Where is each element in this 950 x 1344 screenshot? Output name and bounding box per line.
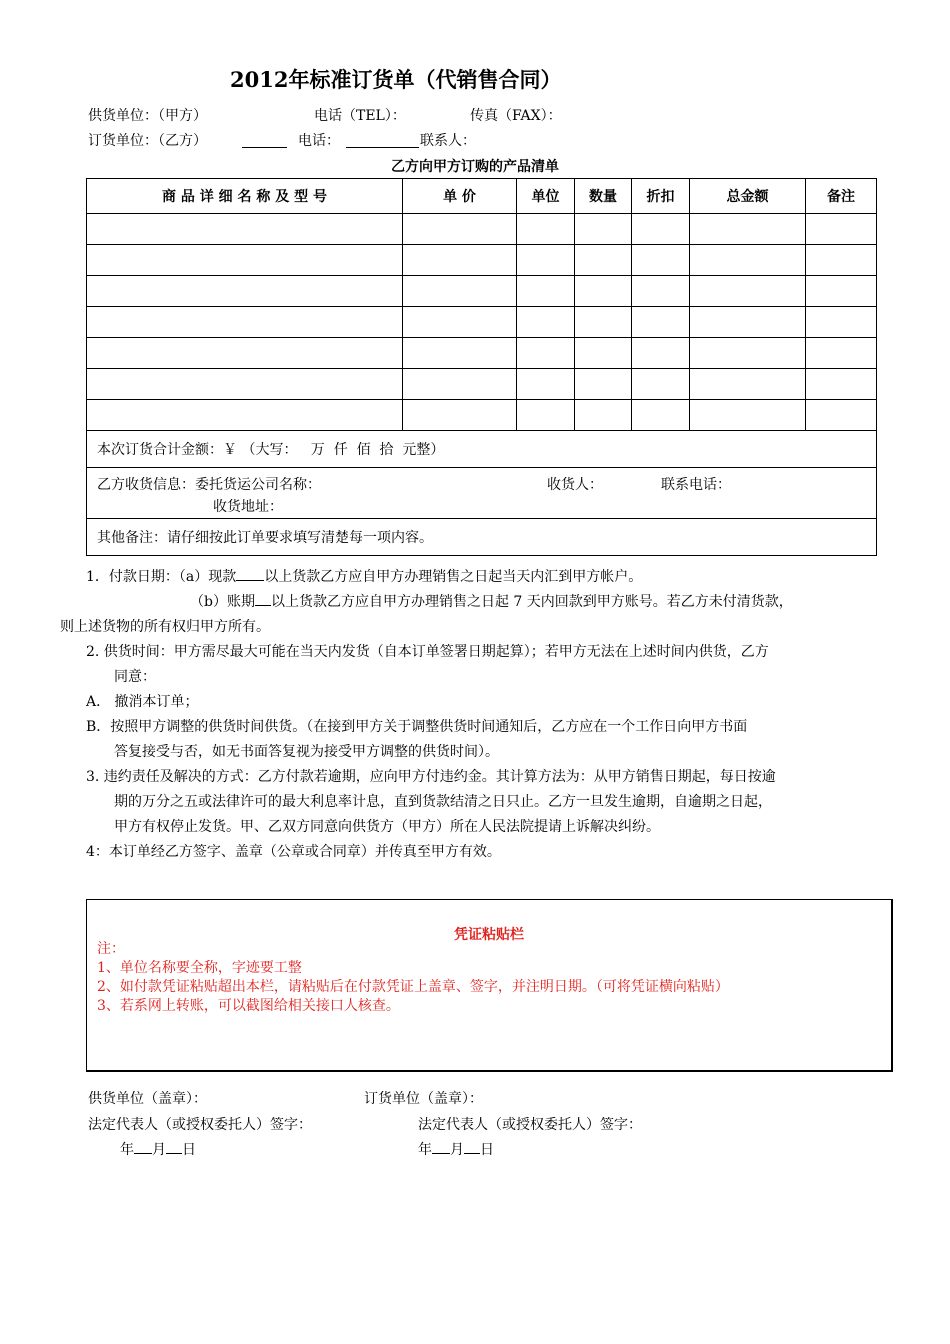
- header-unit: 单位: [517, 179, 575, 214]
- table-cell[interactable]: [403, 276, 517, 307]
- table-cell[interactable]: [632, 400, 690, 431]
- table-cell[interactable]: [806, 245, 877, 276]
- table-cell[interactable]: [517, 400, 575, 431]
- table-cell[interactable]: [690, 245, 806, 276]
- table-cell[interactable]: [690, 400, 806, 431]
- table-cell[interactable]: [575, 307, 632, 338]
- clause-2: 2. 供货时间：甲方需尽最大可能在当天内发货（自本订单签署日期起算）；若甲方无法在上述时间内供货，乙方: [86, 644, 769, 660]
- table-cell[interactable]: [87, 245, 403, 276]
- clause-1a-text: 以上货款乙方应自甲方办理销售之日起当天内汇到甲方帐户。: [264, 569, 643, 585]
- date-month: 月: [152, 1142, 166, 1158]
- voucher-notes: [97, 940, 729, 1016]
- table-cell[interactable]: [690, 369, 806, 400]
- clause-1b-underline: [255, 591, 271, 606]
- document-title: 2012年标准订货单（代销售合同）: [230, 67, 562, 92]
- voucher-paste-box[interactable]: [86, 899, 893, 1072]
- clause-1a-underline: [236, 566, 264, 581]
- clause-a: A． 撤消本订单；: [86, 694, 199, 710]
- buyer-phone-label: 电话：: [298, 133, 340, 149]
- table-cell[interactable]: [517, 338, 575, 369]
- table-row: [87, 245, 877, 276]
- buyer-seal-label: 订货单位（盖章）：: [364, 1091, 483, 1107]
- contract-clauses: [60, 565, 880, 865]
- table-cell[interactable]: [575, 214, 632, 245]
- table-cell[interactable]: [575, 369, 632, 400]
- clause-3: 3. 违约责任及解决的方式：乙方付款若逾期，应向甲方付违约金。其计算方法为：从甲方销售日期起，每日按逾: [86, 769, 776, 785]
- table-row: [87, 276, 877, 307]
- table-cell[interactable]: [403, 214, 517, 245]
- table-cell[interactable]: [87, 338, 403, 369]
- clause-1a: [60, 565, 880, 590]
- table-cell[interactable]: [575, 338, 632, 369]
- table-row: [87, 307, 877, 338]
- table-cell[interactable]: [690, 338, 806, 369]
- supplier-phone-label: 电话（TEL）：: [314, 108, 406, 124]
- header-discount: 折扣: [632, 179, 690, 214]
- total-amount-cell[interactable]: [87, 431, 877, 468]
- supplier-fax-label: 传真（FAX）：: [470, 108, 562, 124]
- header-total: 总金额: [690, 179, 806, 214]
- clause-2-cont: 同意：: [114, 669, 156, 685]
- header-product-name: 商 品 详 细 名 称 及 型 号: [87, 179, 403, 214]
- table-cell[interactable]: [575, 245, 632, 276]
- voucher-note-2: 2、如付款凭证粘贴超出本栏，请粘贴后在付款凭证上盖章、签字，并注明日期。（可将凭证横向粘贴）: [97, 979, 729, 995]
- table-cell[interactable]: [806, 400, 877, 431]
- buyer-phone-underline: [346, 133, 419, 148]
- table-cell[interactable]: [632, 369, 690, 400]
- table-cell[interactable]: [87, 214, 403, 245]
- supplier-label: 供货单位：（甲方）: [88, 108, 207, 124]
- table-cell[interactable]: [806, 338, 877, 369]
- day-blank: [166, 1139, 182, 1154]
- date-day: 日: [480, 1142, 494, 1158]
- table-cell[interactable]: [517, 307, 575, 338]
- header-unit-price: 单 价: [403, 179, 517, 214]
- table-cell[interactable]: [690, 307, 806, 338]
- buyer-sign-date: [418, 1139, 494, 1159]
- table-cell[interactable]: [806, 369, 877, 400]
- clause-3-cont-2: 甲方有权停止发货。甲、乙双方同意向供货方（甲方）所在人民法院提请上诉解决纠纷。: [114, 819, 660, 835]
- buyer-label: 订货单位：（乙方）: [88, 133, 207, 149]
- table-cell[interactable]: [87, 400, 403, 431]
- table-cell[interactable]: [806, 214, 877, 245]
- buyer-contact-label: 联系人：: [420, 133, 476, 149]
- table-cell[interactable]: [403, 400, 517, 431]
- table-cell[interactable]: [517, 276, 575, 307]
- table-cell[interactable]: [517, 214, 575, 245]
- table-cell[interactable]: [806, 276, 877, 307]
- supplier-sign-date: [120, 1139, 196, 1159]
- remarks-row: [87, 519, 877, 556]
- clause-1a-lead: 1．付款日期：（a）现款: [86, 569, 237, 585]
- total-amount-label: 本次订货合计金额：￥ （大写： 万 仟 佰 拾 元整）: [97, 442, 445, 458]
- table-cell[interactable]: [87, 369, 403, 400]
- clause-3-cont-1: 期的万分之五或法律许可的最大利息率计息，直到货款结清之日只止。乙方一旦发生逾期，自逾期之日起，: [114, 794, 772, 810]
- date-year: 年: [120, 1142, 134, 1158]
- table-cell[interactable]: [403, 245, 517, 276]
- clause-1b-lead: （b）账期: [190, 594, 255, 610]
- date-day: 日: [182, 1142, 196, 1158]
- header-quantity: 数量: [575, 179, 632, 214]
- receiver-label: 收货人：: [547, 477, 603, 493]
- table-cell[interactable]: [632, 338, 690, 369]
- table-cell[interactable]: [806, 307, 877, 338]
- date-year: 年: [418, 1142, 432, 1158]
- product-list-title: 乙方向甲方订购的产品清单: [391, 159, 559, 175]
- table-header-row: [87, 179, 877, 214]
- clause-b: B．按照甲方调整的供货时间供货。（在接到甲方关于调整供货时间通知后，乙方应在一个工作日向甲方书面: [86, 719, 748, 735]
- product-table: [86, 178, 877, 556]
- table-cell[interactable]: [632, 245, 690, 276]
- table-cell[interactable]: [87, 307, 403, 338]
- table-cell[interactable]: [403, 338, 517, 369]
- table-row: [87, 338, 877, 369]
- table-row: [87, 214, 877, 245]
- table-cell[interactable]: [575, 400, 632, 431]
- table-cell[interactable]: [632, 276, 690, 307]
- supplier-seal-label: 供货单位（盖章）：: [88, 1091, 207, 1107]
- voucher-paste-title: 凭证粘贴栏: [454, 927, 524, 943]
- table-cell[interactable]: [403, 369, 517, 400]
- table-row: [87, 369, 877, 400]
- remarks-text: 其他备注：请仔细按此订单要求填写清楚每一项内容。: [97, 530, 433, 546]
- table-row: [87, 400, 877, 431]
- total-amount-row: [87, 431, 877, 468]
- date-month: 月: [450, 1142, 464, 1158]
- table-cell[interactable]: [690, 214, 806, 245]
- table-cell[interactable]: [632, 214, 690, 245]
- day-blank: [464, 1139, 480, 1154]
- table-cell[interactable]: [690, 276, 806, 307]
- voucher-note-1: 1、单位名称要全称，字迹要工整: [97, 960, 302, 976]
- table-cell[interactable]: [517, 369, 575, 400]
- receive-info-cell[interactable]: [87, 468, 877, 519]
- address-label: 收货地址：: [213, 499, 283, 515]
- remarks-cell[interactable]: [87, 519, 877, 556]
- receive-info-label: 乙方收货信息：委托货运公司名称：: [97, 477, 321, 493]
- table-cell[interactable]: [517, 245, 575, 276]
- buyer-underline: [242, 133, 287, 148]
- voucher-note-3: 3、若系网上转账，可以截图给相关接口人核查。: [97, 998, 400, 1014]
- header-remarks: 备注: [806, 179, 877, 214]
- table-cell[interactable]: [87, 276, 403, 307]
- table-cell[interactable]: [632, 307, 690, 338]
- month-blank: [432, 1139, 450, 1154]
- clause-1b: [60, 590, 880, 615]
- contact-phone-label: 联系电话：: [661, 477, 731, 493]
- supplier-legal-rep-label: 法定代表人（或授权委托人）签字：: [88, 1117, 312, 1133]
- month-blank: [134, 1139, 152, 1154]
- voucher-note-heading: 注：: [97, 941, 125, 957]
- receive-info-row: [87, 468, 877, 519]
- buyer-legal-rep-label: 法定代表人（或授权委托人）签字：: [418, 1117, 642, 1133]
- clause-4: 4：本订单经乙方签字、盖章（公章或合同章）并传真至甲方有效。: [86, 844, 501, 860]
- table-cell[interactable]: [403, 307, 517, 338]
- clause-1b-cont: 则上述货物的所有权归甲方所有。: [60, 619, 270, 635]
- clause-1b-text: 以上货款乙方应自甲方办理销售之日起 7 天内回款到甲方账号。若乙方未付清货款，: [270, 594, 793, 610]
- clause-b-cont: 答复接受与否，如无书面答复视为接受甲方调整的供货时间）。: [114, 744, 499, 760]
- table-cell[interactable]: [575, 276, 632, 307]
